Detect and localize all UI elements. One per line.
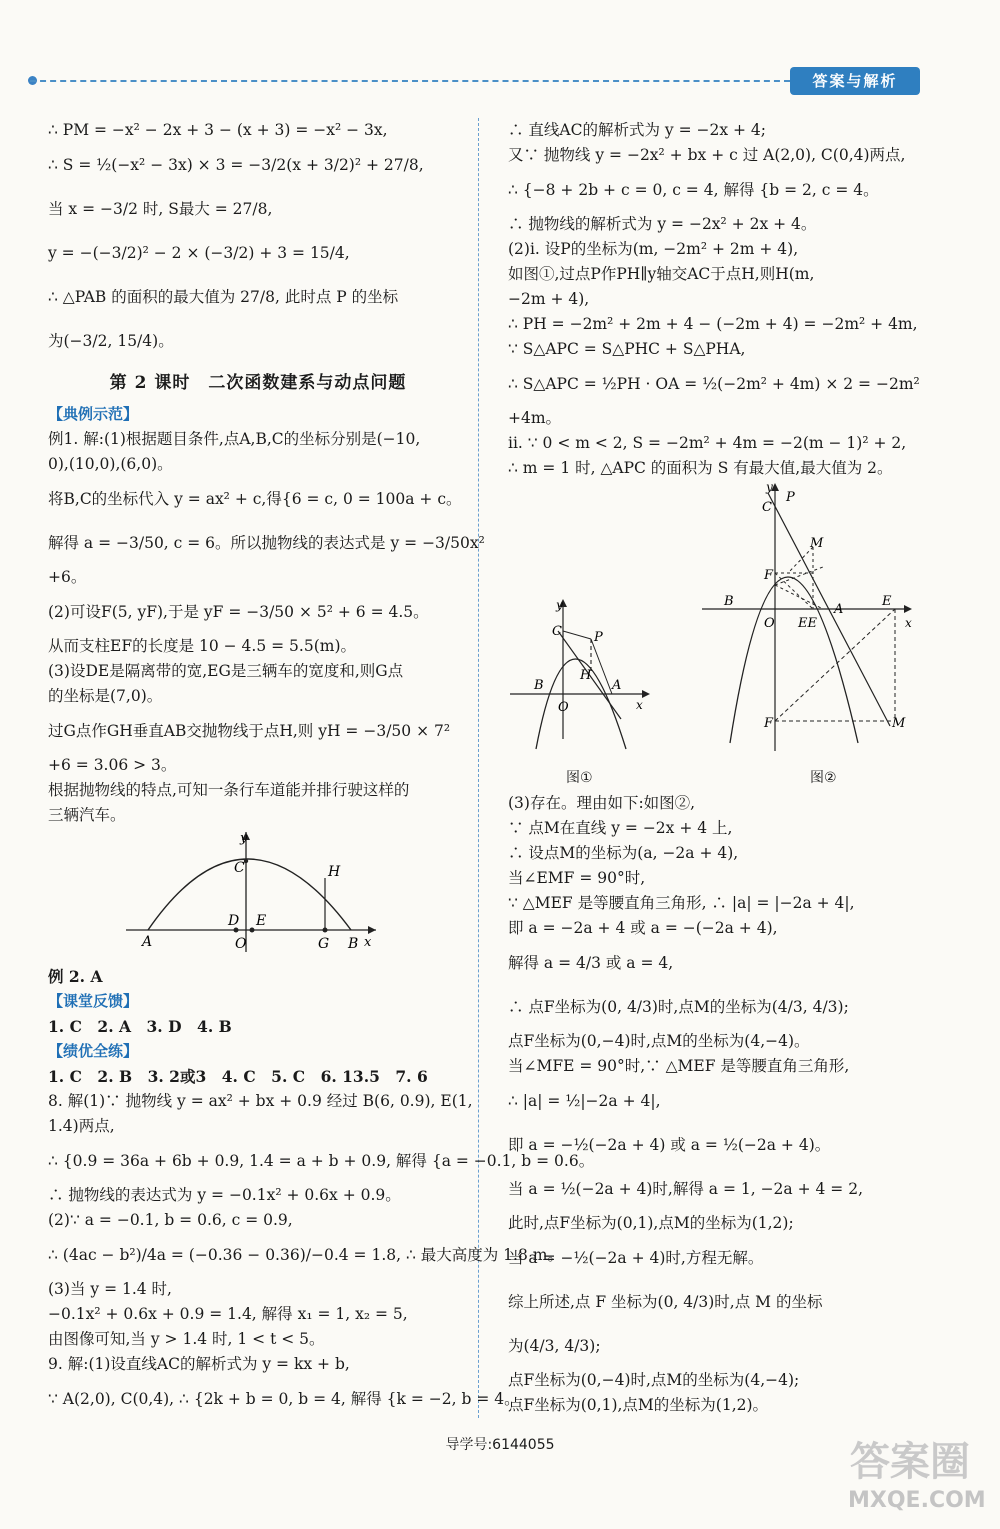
text-line: 当 a = ½(−2a + 4)时,解得 a = 1, −2a + 4 = 2,: [508, 1180, 863, 1198]
text-line: ∴ 抛物线的解析式为 y = −2x² + 2x + 4。: [508, 215, 817, 233]
text-line: −0.1x² + 0.6x + 0.9 = 1.4, 解得 x₁ = 1, x₂ = 5,: [48, 1305, 408, 1323]
fig2-label-p: P: [786, 490, 795, 505]
text-line: 9. 解:(1)设直线AC的解析式为 y = kx + b,: [48, 1355, 350, 1373]
fig1-axis-y: y: [556, 599, 563, 612]
fig1-label-o: O: [558, 700, 569, 715]
text-line: 如图①,过点P作PH∥y轴交AC于点H,则H(m,: [508, 265, 815, 283]
fig2-axis-y: y: [766, 481, 773, 494]
text-line: 点F坐标为(0,−4)时,点M的坐标为(4,−4)。: [508, 1032, 810, 1050]
text-line: ∵ S△APC = S△PHC + S△PHA,: [508, 340, 746, 358]
fig2-label-m-low: M: [892, 716, 906, 731]
fig1-label-c: C: [552, 624, 562, 639]
fig2-label-o: O: [764, 616, 775, 631]
point-label-c: C: [234, 860, 245, 876]
text-line: ii. ∵ 0 < m < 2, S = −2m² + 4m = −2(m − 1)² + 2,: [508, 434, 907, 452]
fig2-axis-x: x: [905, 616, 912, 630]
text-line: 三辆汽车。: [48, 806, 126, 824]
watermark-logo: 答案圈: [850, 1439, 970, 1485]
watermark-url: MXQE.COM: [848, 1488, 986, 1513]
text-line: (3)当 y = 1.4 时,: [48, 1280, 172, 1298]
column-divider: [478, 118, 479, 1418]
fig1-axis-x: x: [636, 698, 643, 712]
text-line: y = −(−3/2)² − 2 × (−3/2) + 3 = 15/4,: [48, 244, 350, 262]
header-badge: 答案与解析: [790, 67, 920, 95]
footer-guide-number: 导学号:6144055: [445, 1437, 555, 1453]
fig2-label-ee: EE: [798, 616, 817, 631]
point-label-d: D: [228, 913, 240, 929]
text-line: 点F坐标为(0,1),点M的坐标为(1,2)。: [508, 1396, 769, 1414]
header-dashed-rule: [30, 80, 790, 82]
fig1-label-h: H: [580, 668, 592, 683]
fig2-label-e: E: [882, 594, 892, 609]
text-line: 点F坐标为(0,−4)时,点M的坐标为(4,−4);: [508, 1371, 800, 1389]
text-line: ∴ 设点M的坐标为(a, −2a + 4),: [508, 844, 739, 862]
text-line: +6。: [48, 568, 87, 586]
text-line: 从而支柱EF的长度是 10 − 4.5 = 5.5(m)。: [48, 637, 356, 655]
point-label-o: O: [235, 936, 247, 952]
text-line: ∵ △MEF 是等腰直角三角形, ∴ |a| = |−2a + 4|,: [508, 894, 855, 912]
text-line: 根据抛物线的特点,可知一条行车道能并排行驶这样的: [48, 781, 410, 799]
figure-2-caption: 图②: [810, 770, 837, 786]
text-line: 当 a = −½(−2a + 4)时,方程无解。: [508, 1249, 764, 1267]
feedback-answers: 1. C 2. A 3. D 4. B: [48, 1017, 232, 1036]
text-line: 解得 a = −3/50, c = 6。所以抛物线的表达式是 y = −3/50x²: [48, 534, 485, 552]
point-label-e: E: [256, 913, 267, 929]
figures-row: [508, 481, 928, 791]
fig1-label-p: P: [594, 630, 603, 645]
text-line: 解得 a = 4/3 或 a = 4,: [508, 954, 674, 972]
figure-1-caption: 图①: [566, 770, 593, 786]
text-line: ∴ △PAB 的面积的最大值为 27/8, 此时点 P 的坐标: [48, 288, 399, 306]
text-line: (2)i. 设P的坐标为(m, −2m² + 2m + 4),: [508, 240, 799, 258]
text-line: 的坐标是(7,0)。: [48, 687, 163, 705]
text-line: (3)存在。理由如下:如图②,: [508, 794, 696, 812]
text-line: ∴ 点F坐标为(0, 4/3)时,点M的坐标为(4/3, 4/3);: [508, 998, 849, 1016]
fig2-label-m: M: [810, 536, 824, 551]
text-line: ∴ {0.9 = 36a + 6b + 0.9, 1.4 = a + b + 0.9, 解得 {a = −0.1, b = 0.6。: [48, 1152, 595, 1170]
text-line: ∴ 直线AC的解析式为 y = −2x + 4;: [508, 121, 767, 139]
text-line: 1.4)两点,: [48, 1117, 115, 1135]
text-line: 当 x = −3/2 时, S最大 = 27/8,: [48, 200, 273, 218]
figure-2: [700, 481, 920, 781]
text-line: 为(4/3, 4/3);: [508, 1337, 601, 1355]
example-2-answer: 例 2. A: [48, 967, 103, 986]
text-line: 过G点作GH垂直AB交抛物线于点H,则 yH = −3/50 × 7²: [48, 722, 451, 740]
fig2-label-b: B: [724, 594, 734, 609]
text-line: 将B,C的坐标代入 y = ax² + c,得{6 = c, 0 = 100a + c。: [48, 490, 462, 508]
section-heading: 【典例示范】: [48, 405, 139, 423]
text-line: 即 a = −2a + 4 或 a = −(−2a + 4),: [508, 919, 778, 937]
point-label-b: B: [348, 936, 359, 952]
text-line: 综上所述,点 F 坐标为(0, 4/3)时,点 M 的坐标: [508, 1293, 823, 1311]
text-line: ∴ S△APC = ½PH · OA = ½(−2m² + 4m) × 2 = −2m²: [508, 375, 920, 393]
text-line: ∴ |a| = ½|−2a + 4|,: [508, 1092, 661, 1110]
section-heading: 【课堂反馈】: [48, 992, 139, 1010]
text-line: ∴ m = 1 时, △APC 的面积为 S 有最大值,最大值为 2。: [508, 459, 893, 477]
fig2-label-c: C: [762, 500, 772, 515]
bridge-parabola-figure: [48, 828, 468, 964]
text-line: ∴ S = ½(−x² − 3x) × 3 = −3/2(x + 3/2)² + 27/8,: [48, 156, 424, 174]
text-line: ∵ 点M在直线 y = −2x + 4 上,: [508, 819, 733, 837]
section-heading: 【绩优全练】: [48, 1042, 139, 1060]
text-line: +6 = 3.06 > 3。: [48, 756, 177, 774]
text-line: 当∠EMF = 90°时,: [508, 869, 646, 887]
point-label-h: H: [328, 864, 341, 880]
text-line: 0),(10,0),(6,0)。: [48, 455, 173, 473]
text-line: ∴ PH = −2m² + 2m + 4 − (−2m + 4) = −2m² + 4m,: [508, 315, 918, 333]
text-line: ∴ 抛物线的表达式为 y = −0.1x² + 0.6x + 0.9。: [48, 1186, 401, 1204]
axis-x-label: x: [364, 935, 372, 950]
text-line: 当∠MFE = 90°时,∵ △MEF 是等腰直角三角形,: [508, 1057, 850, 1075]
fig2-label-f-low: F: [764, 716, 774, 731]
text-line: ∴ (4ac − b²)/4a = (−0.36 − 0.36)/−0.4 = 1.8, ∴ 最大高度为 1.8 m。: [48, 1246, 563, 1264]
text-line: 此时,点F坐标为(0,1),点M的坐标为(1,2);: [508, 1214, 794, 1232]
text-line: 例1. 解:(1)根据题目条件,点A,B,C的坐标分别是(−10,: [48, 430, 421, 448]
point-label-a: A: [142, 934, 153, 950]
axis-y-label: y: [240, 831, 248, 846]
right-column: [508, 118, 928, 1418]
text-line: ∴ PM = −x² − 2x + 3 − (x + 3) = −x² − 3x,: [48, 121, 388, 139]
fig2-label-a: A: [834, 602, 844, 617]
text-line: 由图像可知,当 y > 1.4 时, 1 < t < 5。: [48, 1330, 325, 1348]
fig2-label-f: F: [764, 568, 774, 583]
text-line: (2)可设F(5, yF),于是 yF = −3/50 × 5² + 6 = 4.5。: [48, 603, 429, 621]
text-line: ∴ {−8 + 2b + c = 0, c = 4, 解得 {b = 2, c = 4。: [508, 181, 879, 199]
text-line: (2)∵ a = −0.1, b = 0.6, c = 0.9,: [48, 1211, 293, 1229]
lesson-title: 第 2 课时 二次函数建系与动点问题: [109, 373, 407, 393]
text-line: 又∵ 抛物线 y = −2x² + bx + c 过 A(2,0), C(0,4)两点,: [508, 146, 906, 164]
fig1-label-a: A: [612, 678, 622, 693]
practice-answers: 1. C 2. B 3. 2或3 4. C 5. C 6. 13.5 7. 6: [48, 1067, 428, 1086]
text-line: (3)设DE是隔离带的宽,EG是三辆车的宽度和,则G点: [48, 662, 404, 680]
text-line: +4m。: [508, 409, 562, 427]
text-line: −2m + 4),: [508, 290, 590, 308]
text-line: 8. 解(1)∵ 抛物线 y = ax² + bx + 0.9 经过 B(6, 0.9), E(1,: [48, 1092, 473, 1110]
point-label-g: G: [318, 936, 330, 952]
text-line: 为(−3/2, 15/4)。: [48, 332, 174, 350]
text-line: ∵ A(2,0), C(0,4), ∴ {2k + b = 0, b = 4, 解得 {k = −2, b = 4。: [48, 1390, 520, 1408]
text-line: 即 a = −½(−2a + 4) 或 a = ½(−2a + 4)。: [508, 1136, 831, 1154]
fig1-label-b: B: [534, 678, 544, 693]
